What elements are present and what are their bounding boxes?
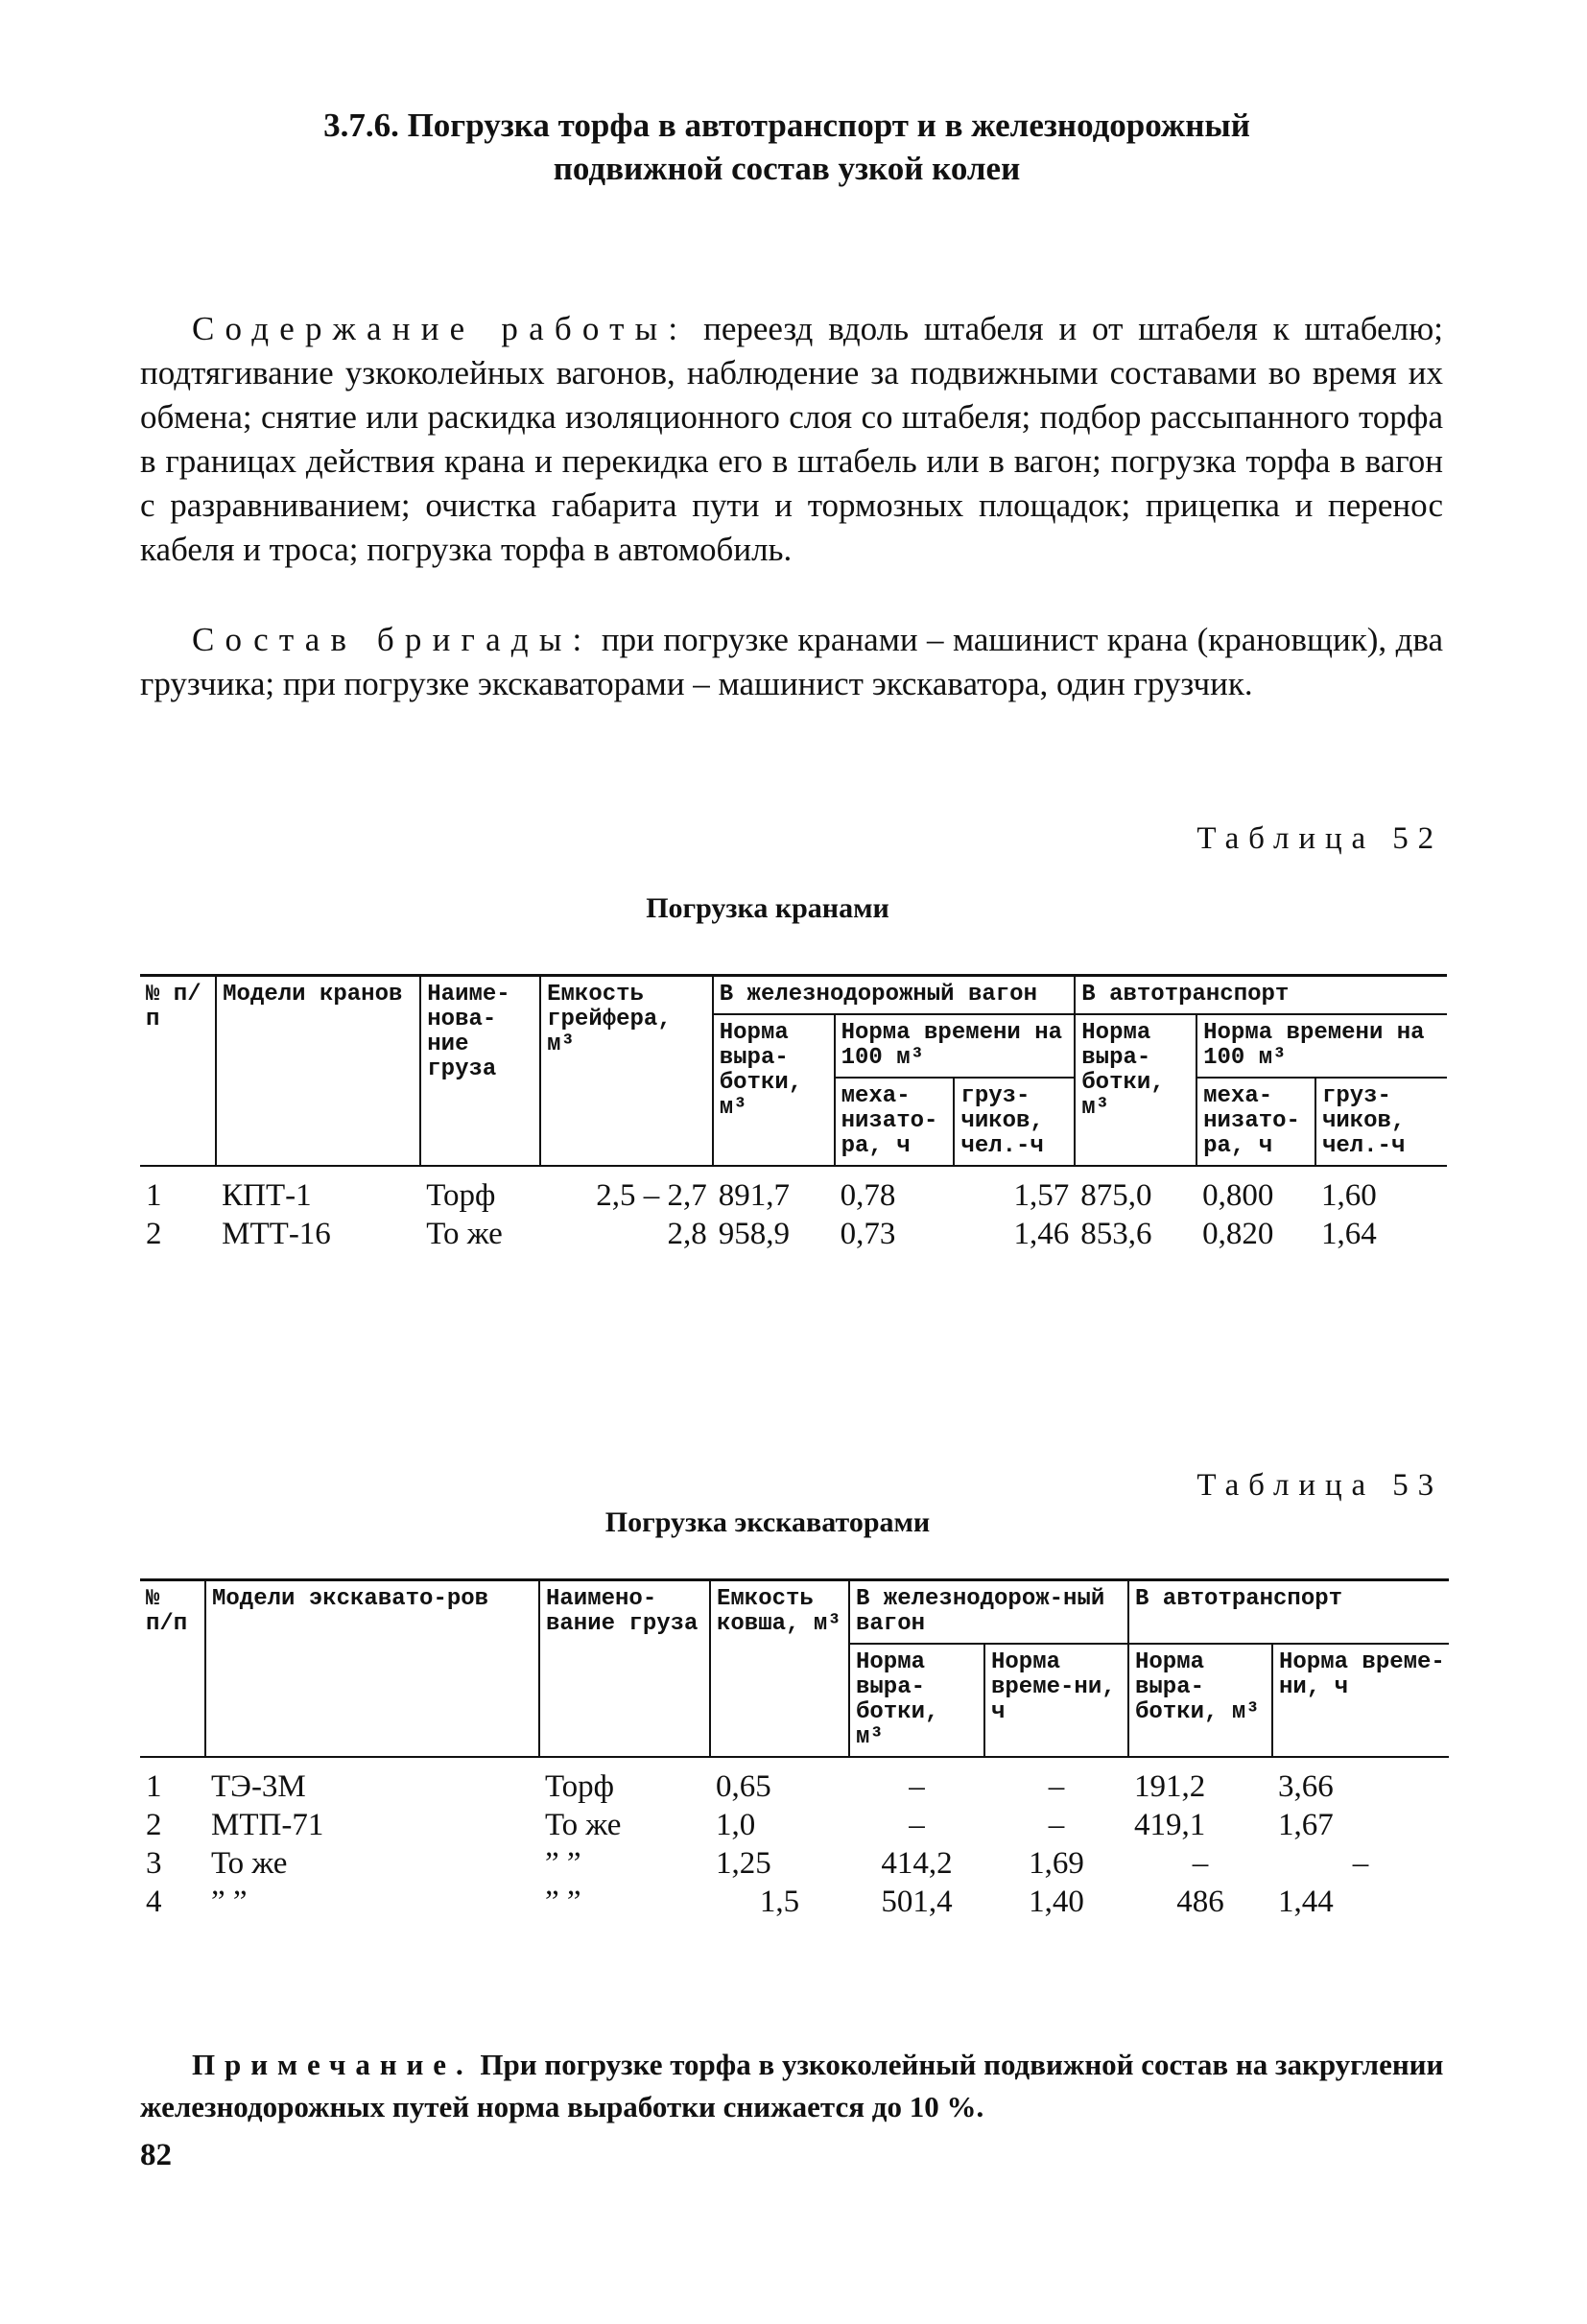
t53-header-cargo: Наимено-вание груза (539, 1580, 710, 1758)
t52-header-rail-mech: меха-низато-ра, ч (835, 1078, 955, 1166)
page-number: 82 (140, 2138, 172, 2172)
table-52-number: Таблица 52 (1196, 821, 1443, 856)
t53-cell-model: То же (211, 1846, 288, 1881)
t52-cell-rail-load: 1,57 (1013, 1178, 1070, 1213)
t52-cell-model: МТТ-16 (222, 1217, 331, 1251)
t53-cell-cargo: ” ” (545, 1846, 581, 1881)
table-row (140, 1757, 1449, 1806)
t53-header-rail: В железнодорож-ный вагон (849, 1580, 1128, 1645)
t53-cell-auto-output: – (1192, 1846, 1209, 1881)
t53-cell-cargo: Торф (545, 1769, 615, 1804)
t52-cell-auto-mech: 0,820 (1202, 1217, 1274, 1251)
t53-cell-capacity: 1,25 (716, 1846, 771, 1881)
t53-header-rail-time: Норма време-ни, ч (984, 1644, 1128, 1757)
t52-header-auto-output: Норма выра-ботки, м³ (1075, 1014, 1196, 1166)
t52-cell-rail-output: 958,9 (718, 1217, 790, 1251)
crew-paragraph (140, 618, 1443, 706)
t53-cell-capacity: 1,0 (716, 1808, 756, 1842)
t52-cell-rail-load: 1,46 (1013, 1217, 1070, 1251)
t53-cell-auto-time: – (1352, 1846, 1369, 1881)
t53-cell-cargo: То же (545, 1808, 622, 1842)
section-title-line2: подвижной состав узкой колеи (553, 150, 1021, 187)
table-row (140, 1215, 1447, 1253)
table-row (140, 1844, 1449, 1883)
t53-cell-num: 4 (146, 1885, 162, 1919)
t53-cell-capacity: 1,5 (759, 1885, 800, 1919)
t52-header-capacity: Емкость грейфера, м³ (540, 976, 713, 1167)
t53-cell-auto-output: 486 (1176, 1885, 1224, 1919)
t53-cell-rail-time: – (1048, 1769, 1065, 1804)
t53-cell-rail-output: 501,4 (881, 1885, 953, 1919)
work-content-text: переезд вдоль штабеля и от штабеля к штабелю; подтягивание узкоколейных вагонов, наблюдение за подвижными составами во время их обмена; снятие или раскидка изоляционного слоя со штабеля; подбор рассыпанного торфа в границах действия крана и перекидка его в штабель или в вагон; погрузка торфа в вагон с разравниванием; очистка габарита пути и тормозных площадок; прицепка и перенос кабеля и троса; погрузка торфа в автомобиль. (140, 310, 1443, 568)
t53-cell-rail-output: 414,2 (881, 1846, 953, 1881)
crew-text: при погрузке кранами – машинист крана (крановщик), два грузчика; при погрузке экскаваторами – машинист экскаватора, один грузчик. (140, 621, 1443, 702)
t53-header-num: № п/п (140, 1580, 205, 1758)
t53-cell-auto-time: 1,67 (1278, 1808, 1334, 1842)
t52-header-model: Модели кранов (216, 976, 420, 1167)
section-title-line1: 3.7.6. Погрузка торфа в автотранспорт и в железнодорожный (323, 107, 1250, 144)
t52-cell-model: КПТ-1 (222, 1178, 312, 1213)
t52-cell-auto-load: 1,64 (1320, 1217, 1377, 1251)
t52-header-auto: В автотранспорт (1075, 976, 1447, 1015)
t53-cell-rail-time: 1,40 (1029, 1885, 1084, 1919)
t52-cell-auto-output: 875,0 (1080, 1178, 1152, 1213)
t53-cell-rail-time: – (1048, 1808, 1065, 1842)
t52-cell-auto-load: 1,60 (1320, 1178, 1377, 1213)
t53-header-model: Модели экскавато-ров (205, 1580, 539, 1758)
t52-cell-cargo: Торф (426, 1178, 496, 1213)
table-52-title: Погрузка кранами (646, 892, 889, 924)
t52-cell-num: 2 (146, 1217, 162, 1251)
t53-cell-rail-time: 1,69 (1029, 1846, 1084, 1881)
t52-cell-rail-mech: 0,73 (840, 1217, 896, 1251)
t53-cell-capacity: 0,65 (716, 1769, 771, 1804)
t53-cell-auto-output: 191,2 (1134, 1769, 1206, 1804)
note-text: При погрузке торфа в узкоколейный подвижной состав на закруглении железнодорожных путей норма выработки снижается до 10 %. (140, 2048, 1444, 2123)
crew-label: Состав бригады: (192, 621, 593, 658)
table-53-title: Погрузка экскаваторами (604, 1506, 931, 1538)
t53-header-auto-output: Норма выра-ботки, м³ (1128, 1644, 1272, 1757)
t52-cell-rail-mech: 0,78 (840, 1178, 896, 1213)
t53-cell-rail-output: – (909, 1769, 925, 1804)
t53-cell-rail-output: – (909, 1808, 925, 1842)
table-53-number: Таблица 53 (1196, 1468, 1443, 1503)
t53-cell-num: 3 (146, 1846, 162, 1881)
work-content-paragraph (140, 307, 1443, 572)
t52-cell-auto-output: 853,6 (1080, 1217, 1152, 1251)
table-row (140, 1806, 1449, 1844)
t53-header-rail-output: Норма выра-ботки, м³ (849, 1644, 984, 1757)
t53-header-capacity: Емкость ковша, м³ (710, 1580, 849, 1758)
t53-cell-cargo: ” ” (545, 1885, 581, 1919)
section-title (144, 104, 1430, 190)
t52-header-auto-load: груз-чиков, чел.-ч (1315, 1078, 1447, 1166)
t53-cell-model: ” ” (211, 1885, 248, 1919)
t53-header-auto: В автотранспорт (1128, 1580, 1449, 1645)
t52-cell-capacity: 2,8 (667, 1217, 707, 1251)
table-row (140, 1166, 1447, 1215)
t52-header-num: № п/п (140, 976, 216, 1167)
t53-cell-auto-output: 419,1 (1134, 1808, 1206, 1842)
note-label: Примечание. (192, 2048, 473, 2081)
t52-cell-rail-output: 891,7 (718, 1178, 790, 1213)
t52-header-rail-load: груз-чиков, чел.-ч (954, 1078, 1075, 1166)
t53-cell-auto-time: 1,44 (1278, 1885, 1334, 1919)
t52-header-cargo: Наиме-нова-ние груза (420, 976, 540, 1167)
t52-cell-capacity: 2,5 – 2,7 (596, 1178, 707, 1213)
t53-cell-model: ТЭ-3М (211, 1769, 306, 1804)
t52-header-rail: В железнодорожный вагон (713, 976, 1076, 1015)
t52-header-auto-time: Норма времени на 100 м³ (1196, 1014, 1447, 1078)
t53-cell-auto-time: 3,66 (1278, 1769, 1334, 1804)
t53-cell-num: 2 (146, 1808, 162, 1842)
note-paragraph (140, 2044, 1445, 2128)
table-53 (140, 1578, 1449, 1921)
t52-cell-cargo: То же (426, 1217, 503, 1251)
work-content-label: Содержание работы: (192, 310, 689, 347)
t52-cell-num: 1 (146, 1178, 162, 1213)
t52-header-rail-time: Норма времени на 100 м³ (835, 1014, 1076, 1078)
t53-header-auto-time: Норма време-ни, ч (1272, 1644, 1449, 1757)
t52-header-rail-output: Норма выра-ботки, м³ (713, 1014, 835, 1166)
t52-cell-auto-mech: 0,800 (1202, 1178, 1274, 1213)
table-row (140, 1883, 1449, 1921)
t52-header-auto-mech: меха-низато-ра, ч (1196, 1078, 1315, 1166)
table-52 (140, 974, 1447, 1253)
t53-cell-num: 1 (146, 1769, 162, 1804)
t53-cell-model: МТП-71 (211, 1808, 324, 1842)
